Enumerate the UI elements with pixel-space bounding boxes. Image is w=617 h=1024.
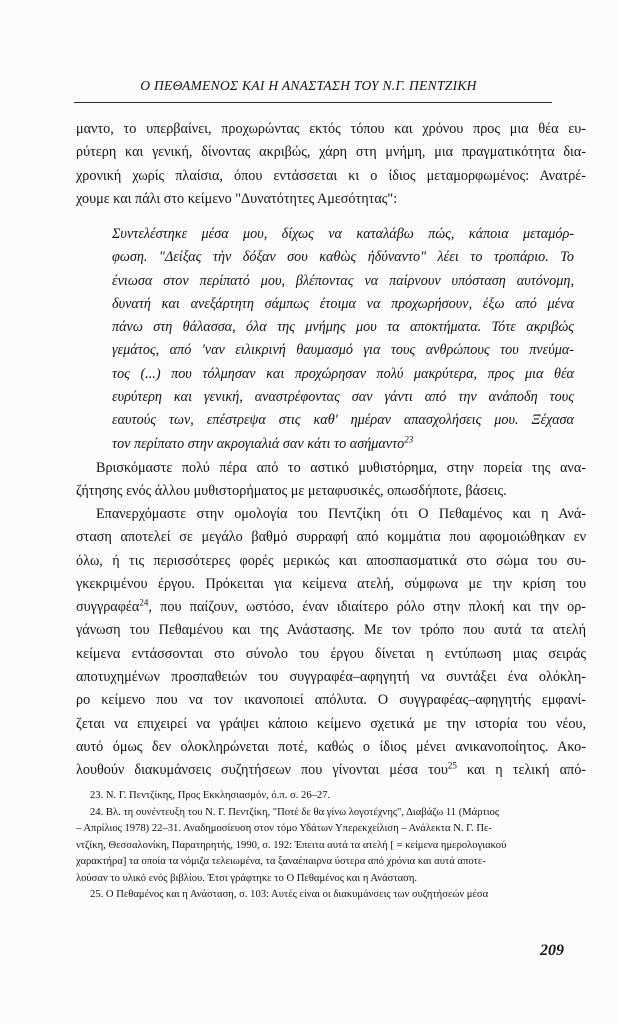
footnote-23: 23. Ν. Γ. Πεντζίκης, Προς Εκκλησιασμόν, ό.π. σ. 26–27. xyxy=(90,790,331,801)
footnote-line: – Απρίλιος 1978) 22–31. Αναδημοσίευση στον τόμο Υδάτων Υπερεκχείλιση – Ανάλεκτα Ν. Γ. Πε- xyxy=(76,823,492,834)
text-line: ζήτησης ενός άλλου μυθιστορήματος με μεταφυσικές, οπωσδήποτε, βάσεις. xyxy=(76,483,507,500)
quote-line: εαυτούς των, επέστρεψα στις καθ' ημέραν απασχολήσεις μου. Ξέχασα xyxy=(112,412,574,429)
quote-line: Συντελέστηκε μέσα μου, δίχως να καταλάβω πώς, κάποια μεταμόρ- xyxy=(112,226,574,242)
footnote-ref: 25 xyxy=(447,760,457,771)
text-line: ρο κείμενο που να τον ικανοποιεί απόλυτα. Ο συγγραφέας–αφηγητής εμφανί- xyxy=(76,692,586,709)
quote-line: δυνατή και ανεξάρτητη σάμπως έτοιμα να προχωρήσουν, έξω από μένα xyxy=(112,295,574,312)
text-line: λουθούν διακυμάνσεις συζητήσεων που γίνονται μέσα του$^{25}$ και η τελική από- xyxy=(76,760,587,779)
footnote-ref: 24 xyxy=(139,597,149,608)
footnote-line: χαρακτήρα] τα οποία τα νόμιζα τελειωμένα, τα ξαναέπαιρνα ύστερα από χρόνια και αυτά αποτε- xyxy=(76,856,486,867)
quote-line: ευρύτερη και γενική, αναστρέφοντας σαν γάντι από την ανάποδη τους xyxy=(112,389,574,406)
text-line: χρονική χωρίς πλαίσια, όπου εντάσσεται κι ο ίδιος μεταμορφωμένος: Ανατρέ- xyxy=(76,167,586,184)
footnotes xyxy=(76,788,586,904)
text-line: αποτυχημένων προσπαθειών του συγγραφέα–αφηγητή να συντάξει ένα ολόκλη- xyxy=(76,669,586,686)
text-line: μαντο, το υπερβαίνει, προχωρώντας εκτός τόπου και χρόνου προς μια θέα ευ- xyxy=(76,121,586,137)
quote-line: πάνω στη θάλασσα, όλα της μνήμης μου τα αποκτήματα. Τότε ακριβώς xyxy=(112,319,574,336)
text-line: ζεται να επιχειρεί να γράψει κάποιο κείμενο σχετικά με την ιστορία του νέου, xyxy=(76,715,586,732)
text-line: κείμενα εντάσσονται στο σύνολο του έργου δίνεται η εντύπωση μιας σειράς xyxy=(76,645,586,662)
text-line: συγγραφέα$^{24}$, που παίζουν, ωστόσο, έναν ιδιαίτερο ρόλο στην πλοκή και την ορ- xyxy=(76,597,586,616)
page-number: 209 xyxy=(540,942,564,959)
footnote-line: ντζίκη, Θεσσαλονίκη, Παρατηρητής, 1990, σ. 192: Έπειτα αυτά τα ατελή [ = κείμενα ημερολογιακού xyxy=(76,839,507,851)
text-line: γκεκριμένου έργου. Πρόκειται για κείμενα ατελή, σύμφωνα με την κρίση του xyxy=(76,575,586,592)
text-line: χουμε και πάλι στο κείμενο "Δυνατότητες Αμεσότητας": xyxy=(76,190,398,207)
footnote-line: λούσαν το υλικό ενός βιβλίου. Έτσι γράφτηκε το Ο Πεθαμένος και η Ανάσταση. xyxy=(76,872,418,884)
text-line: όλω, ή τις περισσότερες φορές μερικώς και αποσπασματικά στο σώμα του συ- xyxy=(76,552,586,569)
quote-line: τος (...) που τόλμησαν και προχώρησαν πολύ μακρύτερα, προς μια θέα xyxy=(112,365,574,382)
text-line: αυτό όμως δεν ολοκληρώνεται ποτέ, καθώς ο ίδιος μένει ανικανοποίητος. Ακο- xyxy=(76,738,586,755)
text-line: γάνωση του Πεθαμένου και της Ανάστασης. Με τον τρόπο που αυτά τα ατελή xyxy=(76,622,586,639)
quote-line xyxy=(112,433,574,456)
running-title: Ο ΠΕΘΑΜΕΝΟΣ ΚΑΙ Η ΑΝΑΣΤΑΣΗ ΤΟΥ Ν.Γ. ΠΕΝΤΖΙΚΗ xyxy=(140,78,477,93)
footnote-24: 24. Βλ. τη συνέντευξη του Ν. Γ. Πεντζίκη, "Ποτέ δε θα γίνω λογοτέχνης", Διαβάζω 11 (Μάρτιος xyxy=(90,806,500,818)
text-line: Βρισκόμαστε πολύ πέρα από το αστικό μυθιστόρημα, στην πορεία της ανα- xyxy=(96,460,586,476)
quote-line: ένιωσα στον περίπατό μου, βλέποντας να παίρνουν υπόσταση αυτόνομη, xyxy=(112,272,574,289)
footnote-25: 25. Ο Πεθαμένος και η Ανάσταση, σ. 103: Αυτές είναι οι διακυμάνσεις των συζητήσεών μέσα xyxy=(90,889,489,900)
header-rule xyxy=(74,102,552,103)
text-line: ρύτερη και γενική, δίνοντας ακριβώς, χάρη στη μνήμη, μια πραγματικότητα δια- xyxy=(76,144,586,161)
quote-line-text: τον περίπατο στην ακρογιαλιά σαν κάτι το ασήμαντο xyxy=(112,435,405,452)
quote-line: φωση. "Δείξας τὴν δόξαν σου καθὼς ἠδύναντο" λέει το τροπάριο. Το xyxy=(112,249,574,266)
block-quote xyxy=(112,223,574,456)
intro-paragraph xyxy=(76,118,586,211)
paragraph-2 xyxy=(76,503,586,783)
quote-line: γεμάτος, από 'ναν ειλικρινή θαυμασμό για τους ανθρώπους του πνεύμα- xyxy=(112,342,574,359)
paragraph-1 xyxy=(76,457,586,504)
footnote-ref: 23 xyxy=(404,433,414,444)
text-line: Επανερχόμαστε στην ομολογία του Πεντζίκη ότι Ο Πεθαμένος και η Ανά- xyxy=(96,506,586,522)
text-line: σταση αποτελεί σε μεγάλο βαθμό συρραφή από κομμάτια που αφομοιώθηκαν εν xyxy=(76,529,586,546)
